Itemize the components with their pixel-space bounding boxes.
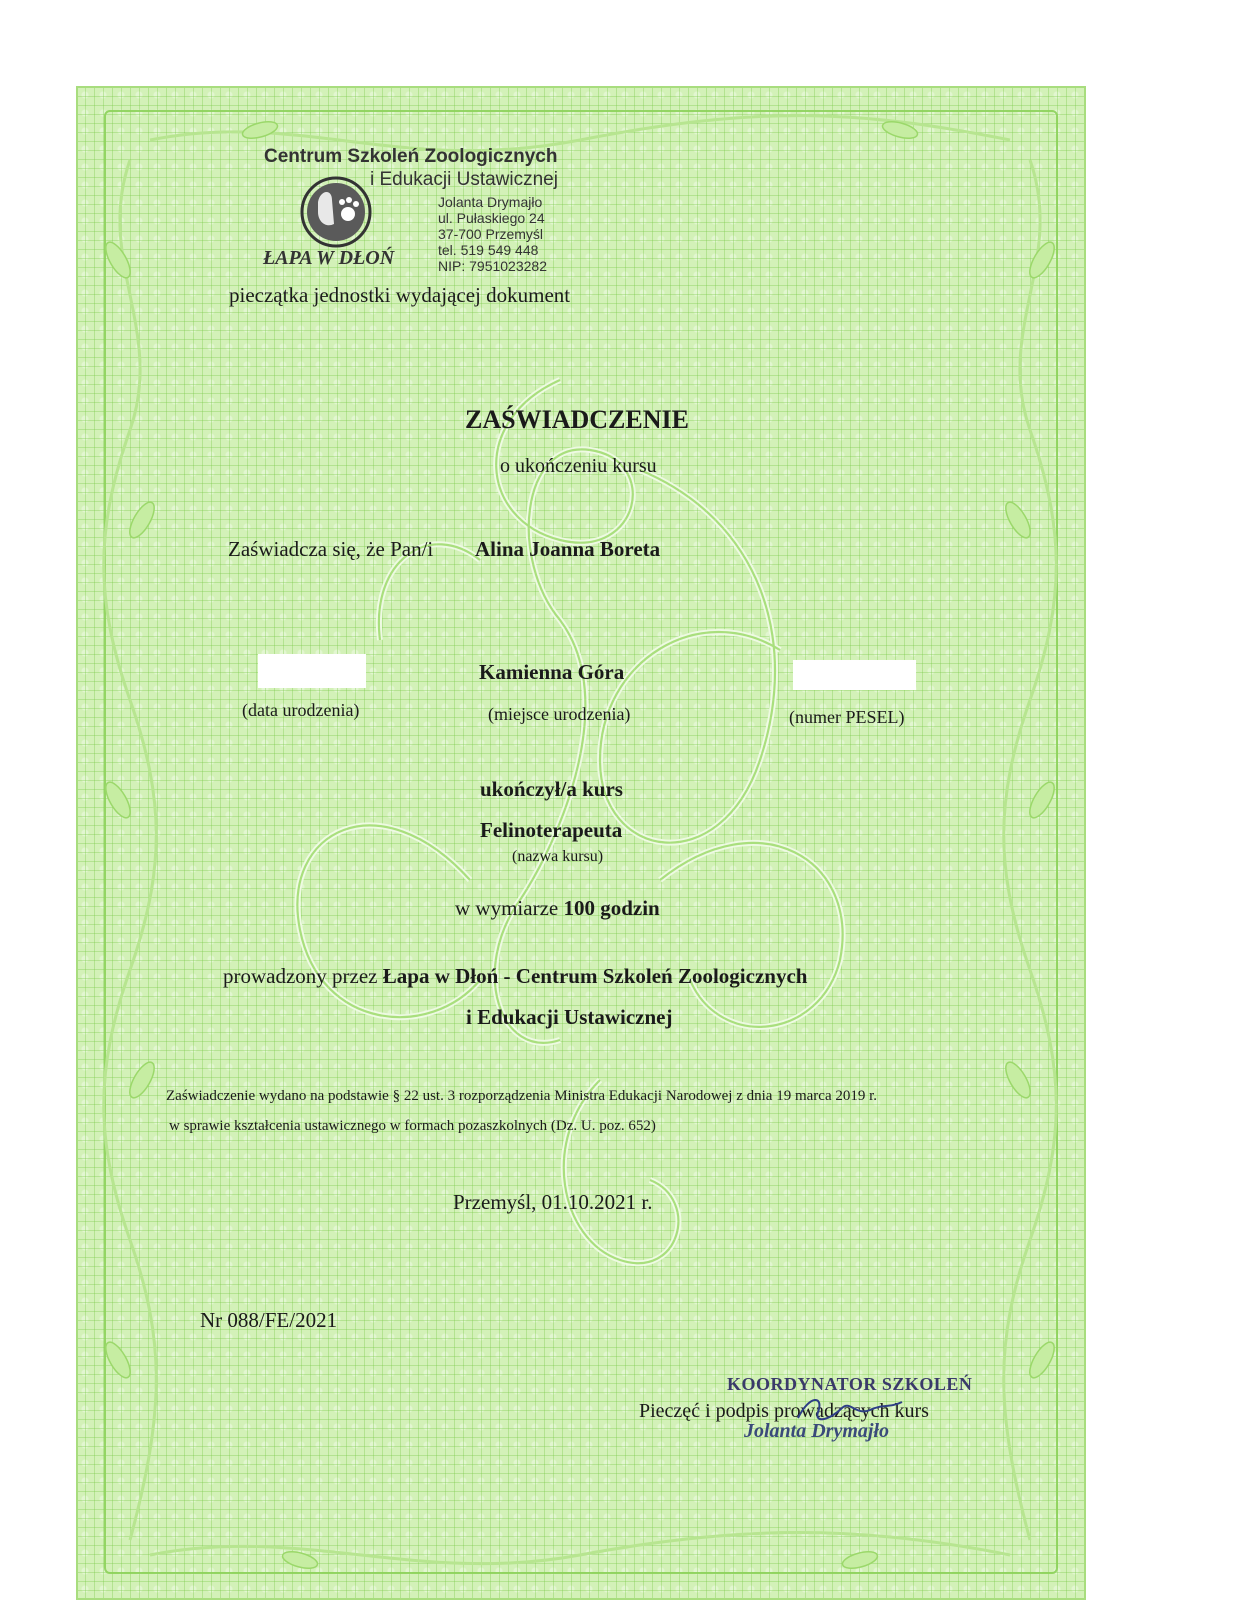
place-date: Przemyśl, 01.10.2021 r. (453, 1190, 653, 1214)
label-birth-date: (data urodzenia) (242, 700, 360, 720)
hours-value: 100 godzin (563, 896, 660, 920)
label-birth-place: (miejsce urodzenia) (488, 704, 631, 724)
legal-line2: w sprawie kształcenia ustawicznego w formach pozaszkolnych (Dz. U. poz. 652) (169, 1118, 656, 1134)
stamp-nip: NIP: 7951023282 (438, 258, 547, 274)
redacted-birth-date (258, 654, 366, 688)
certificate-number: Nr 088/FE/2021 (200, 1308, 338, 1332)
conducted-by-line2: i Edukacji Ustawicznej (466, 1005, 673, 1029)
conducted-by-line1: Łapa w Dłoń - Centrum Szkoleń Zoologicznych (382, 964, 808, 988)
hours-line (455, 896, 660, 921)
course-name: Felinoterapeuta (480, 818, 623, 842)
hours-prefix: w wymiarze (455, 896, 559, 920)
conducted-line (223, 964, 807, 989)
stamp-brand: ŁAPA W DŁOŃ (263, 247, 395, 269)
legal-line1: Zaświadczenie wydano na podstawie § 22 ust. 3 rozporządzenia Ministra Edukacji Narodowej z dnia 19 marca 2019 r. (166, 1088, 878, 1104)
completed-text: ukończył/a kurs (480, 777, 623, 801)
document-title: ZAŚWIADCZENIE (465, 405, 689, 434)
label-course-name: (nazwa kursu) (512, 848, 604, 865)
stamp-street: ul. Pułaskiego 24 (438, 210, 545, 226)
signature-name: Jolanta Drymajło (744, 1420, 890, 1442)
conducted-prefix: prowadzony przez (223, 964, 378, 988)
certify-prefix: Zaświadcza się, że Pan/i (228, 537, 434, 561)
stamp-caption: pieczątka jednostki wydającej dokument (229, 283, 571, 307)
signature-caption: Pieczęć i podpis prowadzących kurs (639, 1400, 929, 1422)
document-subtitle: o ukończeniu kursu (500, 455, 657, 477)
stamp-owner: Jolanta Drymajło (438, 194, 543, 210)
birth-place: Kamienna Góra (479, 660, 625, 684)
stamp-phone: tel. 519 549 448 (438, 242, 539, 258)
paw-logo-icon (296, 172, 376, 252)
person-name: Alina Joanna Boreta (475, 537, 661, 561)
label-pesel: (numer PESEL) (789, 707, 905, 727)
signature-stamp-title: KOORDYNATOR SZKOLEŃ (727, 1374, 973, 1394)
stamp-org-line2: i Edukacji Ustawicznej (370, 169, 558, 190)
handwritten-signature-icon (790, 1390, 910, 1430)
stamp-org-line1: Centrum Szkoleń Zoologicznych (264, 146, 558, 167)
stamp-city: 37-700 Przemyśl (438, 226, 544, 242)
redacted-pesel (793, 660, 916, 690)
